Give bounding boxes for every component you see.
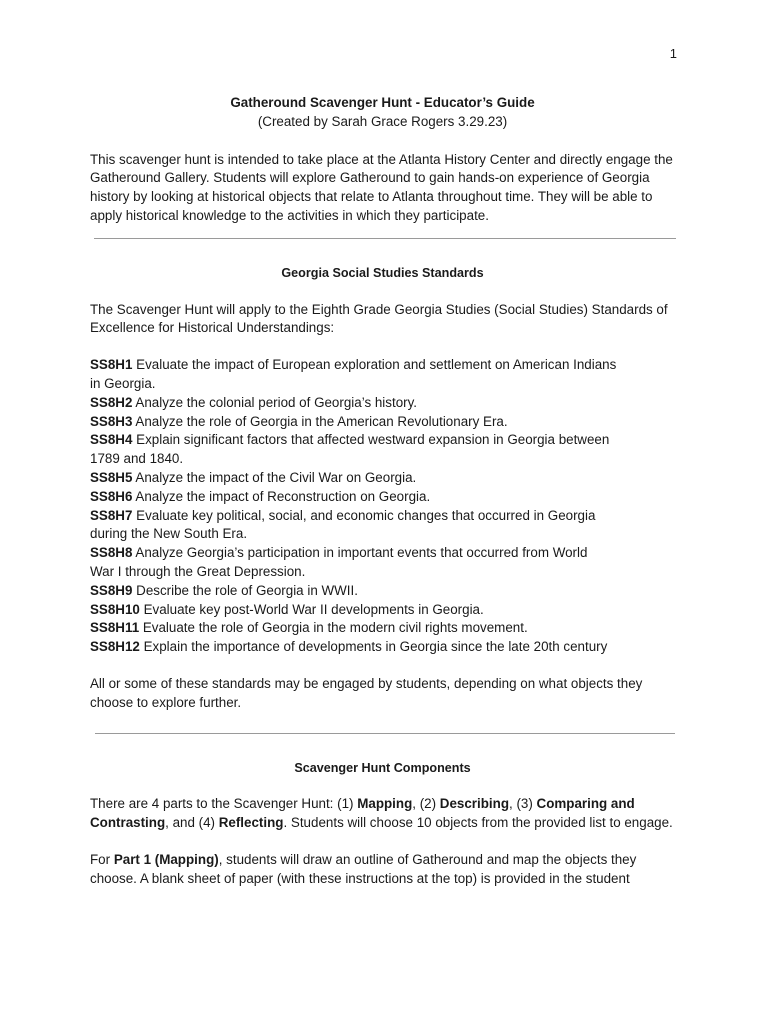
- text-run: , and (4): [165, 815, 219, 831]
- standard-text: Evaluate key political, social, and economic changes that occurred in Georgia: [132, 507, 596, 523]
- standard-text-continued: 1789 and 1840.: [90, 451, 184, 467]
- standards-intro: The Scavenger Hunt will apply to the Eighth Grade Georgia Studies (Social Studies) Standards of Excellence for Historical Understandings:: [90, 301, 668, 336]
- text-run: For: [90, 851, 114, 867]
- standard-text-continued: during the New South Era.: [90, 526, 248, 542]
- standard-text: Explain significant factors that affected westward expansion in Georgia between: [132, 432, 610, 448]
- page-content: [90, 94, 675, 889]
- standard-text-continued: in Georgia.: [90, 375, 156, 391]
- standard-item: [90, 488, 675, 507]
- components-paragraph: [90, 795, 675, 833]
- standard-item: [90, 638, 675, 657]
- text-run: There are 4 parts to the Scavenger Hunt: (1): [90, 796, 358, 812]
- standard-text: Evaluate key post-World War II developments in Georgia.: [139, 601, 484, 617]
- part-mapping: Mapping: [357, 796, 413, 812]
- standard-item: [90, 431, 675, 469]
- standard-item: [90, 619, 675, 638]
- standard-item: [90, 582, 675, 601]
- part1-label: Part 1 (Mapping): [113, 851, 219, 867]
- standard-item: [90, 469, 675, 488]
- standard-code: SS8H8: [90, 545, 133, 561]
- document-title: Gatheround Scavenger Hunt - Educator’s Guide: [230, 95, 535, 110]
- standard-item: [90, 544, 675, 582]
- standard-text: Evaluate the impact of European exploration and settlement on American Indians: [132, 357, 617, 373]
- text-run: , (3): [509, 796, 537, 812]
- standard-item: [90, 394, 675, 413]
- standard-text: Analyze the colonial period of Georgia’s history.: [132, 394, 418, 410]
- standard-item: [90, 601, 675, 620]
- part-describing: Describing: [439, 796, 509, 812]
- standard-text: Analyze the impact of the Civil War on Georgia.: [132, 469, 417, 485]
- standards-closing: All or some of these standards may be engaged by students, depending on what objects they choose to explore further.: [90, 675, 643, 710]
- part-comparing: Comparing and Contrasting: [90, 796, 635, 831]
- standards-heading: Georgia Social Studies Standards: [281, 265, 484, 280]
- standard-code: SS8H7: [90, 507, 133, 523]
- standard-code: SS8H3: [90, 413, 133, 429]
- intro-paragraph: This scavenger hunt is intended to take place at the Atlanta History Center and directly engage the Gatheround Gallery. Students will explore Gatheround to gain hands-on experience of Georgia history by looking at historical objects that relate to Atlanta throughout time. They will be able to apply historical knowledge to the activities in which they participate.: [90, 151, 673, 223]
- standard-text-continued: War I through the Great Depression.: [90, 563, 306, 579]
- standard-item: [90, 507, 675, 545]
- standard-text: Analyze the role of Georgia in the American Revolutionary Era.: [132, 413, 508, 429]
- standard-code: SS8H5: [90, 469, 133, 485]
- standard-text: Evaluate the role of Georgia in the modern civil rights movement.: [139, 620, 528, 636]
- standard-item: [90, 413, 675, 432]
- page-number: 1: [669, 46, 677, 61]
- standard-text: Explain the importance of developments in Georgia since the late 20th century: [139, 639, 608, 655]
- document-subtitle: (Created by Sarah Grace Rogers 3.29.23): [257, 113, 508, 129]
- standard-code: SS8H6: [90, 488, 133, 504]
- standard-item: [90, 356, 675, 394]
- text-run: , students will draw an outline of Gatheround and map the objects they choose. A blank sheet of paper (with these instructions at the top) is provided in the student: [90, 851, 637, 886]
- text-run: , (2): [412, 796, 440, 812]
- part-reflecting: Reflecting: [218, 815, 284, 831]
- standard-text: Analyze Georgia’s participation in important events that occurred from World: [132, 545, 588, 561]
- components-heading: Scavenger Hunt Components: [294, 760, 471, 775]
- text-run: . Students will choose 10 objects from the provided list to engage.: [283, 815, 673, 831]
- standard-code: SS8H1: [90, 357, 133, 373]
- standard-text: Describe the role of Georgia in WWII.: [132, 582, 358, 598]
- standard-code: SS8H10: [90, 601, 140, 617]
- standards-list: [90, 356, 675, 657]
- standard-code: SS8H11: [90, 620, 140, 636]
- part1-paragraph: [90, 851, 675, 889]
- standard-code: SS8H2: [90, 394, 133, 410]
- standard-code: SS8H4: [90, 432, 133, 448]
- standard-code: SS8H9: [90, 582, 133, 598]
- standard-code: SS8H12: [90, 639, 140, 655]
- section-divider: [94, 238, 676, 239]
- standard-text: Analyze the impact of Reconstruction on Georgia.: [132, 488, 431, 504]
- section-divider: [95, 733, 675, 734]
